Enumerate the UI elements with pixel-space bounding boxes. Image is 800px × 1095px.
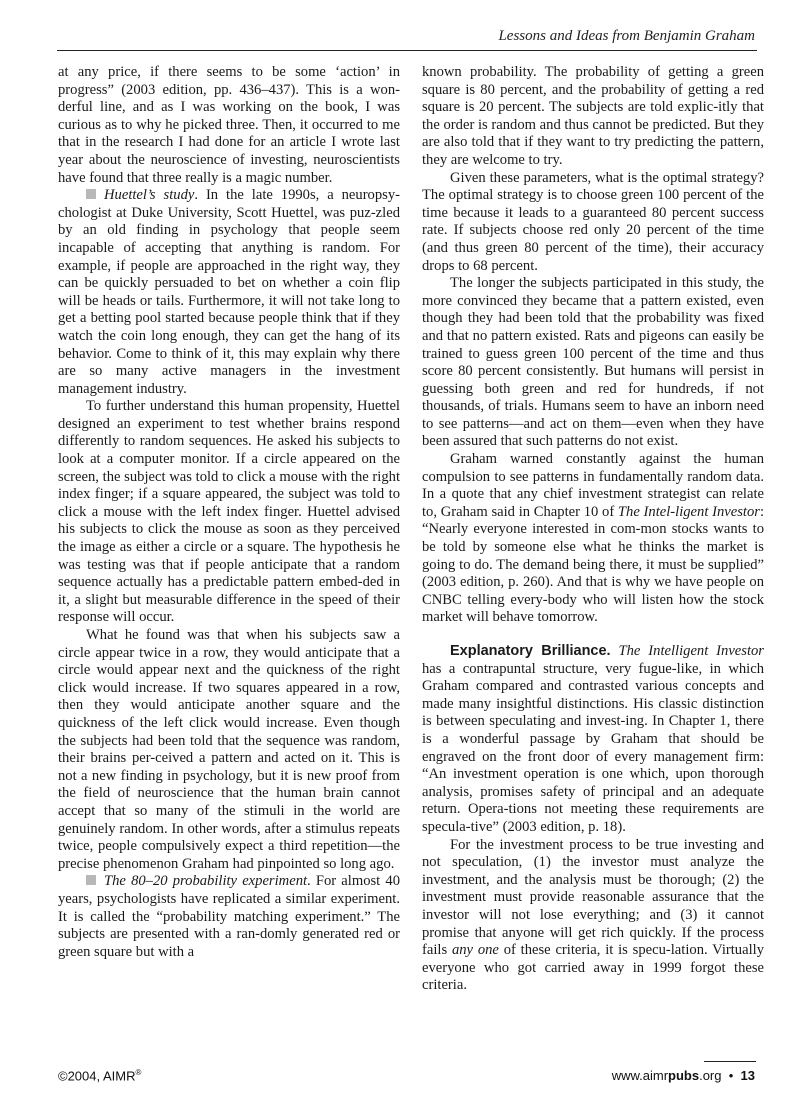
paragraph-probability-experiment xyxy=(58,873,400,961)
footer-rule xyxy=(704,1061,756,1062)
paragraph-criteria xyxy=(422,837,764,995)
subheading: The 80–20 probability experiment xyxy=(104,873,308,890)
url-part: .org xyxy=(699,1068,722,1083)
copyright-text: ©2004, AIMR xyxy=(58,1068,136,1084)
running-header xyxy=(57,0,757,51)
paragraph-text: . In the late 1990s, a neuropsy-chologist at Duke University, Scott Huettel, was puz-zled by an old finding in psychology that people seem incapable of accepting that anything is random. For example, if people are approached in the right way, they can be quickly persuaded to bet on whether a coin flip will be heads or tails. Furthermore, it will not take long to get a betting pool started because people think that if they watch the coin long enough, they can get the hang of its behavior. Come to think of it, this may explain why there are so many active managers in the investment management industry. xyxy=(58,187,400,397)
book-title: The Intel-ligent Investor xyxy=(617,503,760,520)
bullet-separator-icon: • xyxy=(728,1068,734,1083)
section-explanatory-brilliance xyxy=(422,643,764,837)
paragraph: at any price, if there seems to be some ‘action’ in progress” (2003 edition, pp. 436–437). This is a won-derful line, and as I was working on the book, I was curious as to why he picked three. Then, it occurred to me that in the research I had done for an article I wrote last year about the neuroscience of investing, neuroscientists have found that three really is a magic number. xyxy=(58,64,400,186)
paragraph: What he found was that when his subjects saw a circle appear twice in a row, they would anticipate that a circle would appear next and the quickness of the right click would increase. If two squares appeared in a row, then they would anticipate another square and the quickness of the left click would increase. Even though the subjects had been told that the sequence was random, their brains per-ceived a pattern and acted on it. This is not a new finding in psychology, but it is new proof from the field of neuroscience that the human brain cannot accept that so many of the stimuli in the world are genuinely random. In other words, after a stimulus repeats twice, people compulsively expect a third repetition—the precise phenomenon Graham had pinpointed so long ago. xyxy=(58,627,400,872)
paragraph-text: . For almost 40 years, psychologists have replicated a similar experiment. It is called the “probability matching experiment.” The subjects are presented with a ran-domly generated red or green square but with a xyxy=(58,873,400,960)
footer-url-page xyxy=(612,1068,755,1083)
paragraph-text: has a contrapuntal structure, very fugue-like, in which Graham compared and contrasted various concepts and made many insightful distinctions. His classic distinction is between speculating and invest-ing. In Chapter 1, there is a wonderful passage by Graham that should be engraved on the front door of every management firm: “An investment operation is one which, upon thorough analysis, promises safety of principal and an adequate return. Opera-tions not meeting these requirements are specula-tive” (2003 edition, p. 18). xyxy=(422,660,764,835)
paragraph-text: For the investment process to be true investing and not speculation, (1) the investor must analyze the investment, and the analysis must be thorough; (2) the investment must provide reasonable assurance that the investor will not lose everything; and (3) it cannot promise that anyone will get rich quickly. If the process fails xyxy=(422,836,764,959)
footer-url[interactable] xyxy=(612,1068,722,1083)
paragraph: To further understand this human propensity, Huettel designed an experiment to test whether brains respond differently to random sequences. He asked his subjects to look at a computer monitor. If a circle appeared on the screen, the subject was told to click a mouse with the right index finger; if a square appeared, the subject was told to click a mouse with the left index finger. Huettel advised his subjects to click the mouse as soon as they perceived the image as either a circle or a square. The hypothesis he was testing was that if people anticipate that a random sequence actually has a predictable pattern embed-ded in it, a slight but measurable difference in the speed of their response will occur. xyxy=(58,398,400,626)
subheading: Huettel’s study xyxy=(104,187,195,204)
square-bullet-icon xyxy=(86,189,96,199)
section-heading: Explanatory Brilliance. xyxy=(450,643,611,659)
url-part: www.aimr xyxy=(611,1068,669,1083)
paragraph: known probability. The probability of getting a green square is 80 percent, and the probability of getting a red square is 20 percent. The subjects are told explic-itly that the order is random and thus cannot be predicted. But they are also told that if they want to try predicting the pattern, they are welcome to try. xyxy=(422,64,764,168)
square-bullet-icon xyxy=(86,875,96,885)
url-part-bold: pubs xyxy=(668,1068,700,1083)
left-column xyxy=(58,64,400,961)
paragraph-text: of these criteria, it is specu-lation. Virtually everyone who got carried away in 1999 forgot these criteria. xyxy=(422,942,764,994)
paragraph-graham-quote xyxy=(422,451,764,627)
paragraph-text: Graham warned constantly against the human compulsion to see patterns in fundamentally random data. In a quote that any chief investment strategist can relate to, Graham said in Chapter 10 of xyxy=(422,451,764,520)
running-title: Lessons and Ideas from Benjamin Graham xyxy=(498,28,755,44)
right-column xyxy=(422,64,764,995)
footer-copyright xyxy=(58,1068,141,1083)
page-number: 13 xyxy=(740,1068,755,1083)
paragraph-huettel-study xyxy=(58,187,400,398)
paragraph: Given these parameters, what is the optimal strategy? The optimal strategy is to choose green 100 percent of the time because it leads to a guaranteed 80 percent success rate. If subjects choose red only 20 percent of the time (and thus green 80 percent of the time), their accuracy drops to 68 percent. xyxy=(422,169,764,274)
registered-mark: ® xyxy=(135,1068,142,1077)
paragraph: The longer the subjects participated in this study, the more convinced they became that a pattern existed, even though they had been told that the probability was fixed and that no pattern existed. Rats and pigeons can easily be trained to guess green 100 percent of the time and thus score 80 percent consistently. But humans will persist in guessing both green and red for hundreds, if not thousands, of trials. Humans seem to have an inborn need to see patterns—and act on them—even when they have been assured that such patterns do not exist. xyxy=(422,275,764,450)
paragraph-text: : “Nearly everyone interested in com-mon stocks wants to be told by someone else what he thinks the market is going to do. The demand being there, it must be supplied” (2003 edition, p. 260). And that is why we have people on CNBC telling every-body who will listen how the stock market will behave tomorrow. xyxy=(422,503,764,626)
emphasis: any one xyxy=(451,942,499,959)
book-title: The Intelligent Investor xyxy=(618,643,764,659)
